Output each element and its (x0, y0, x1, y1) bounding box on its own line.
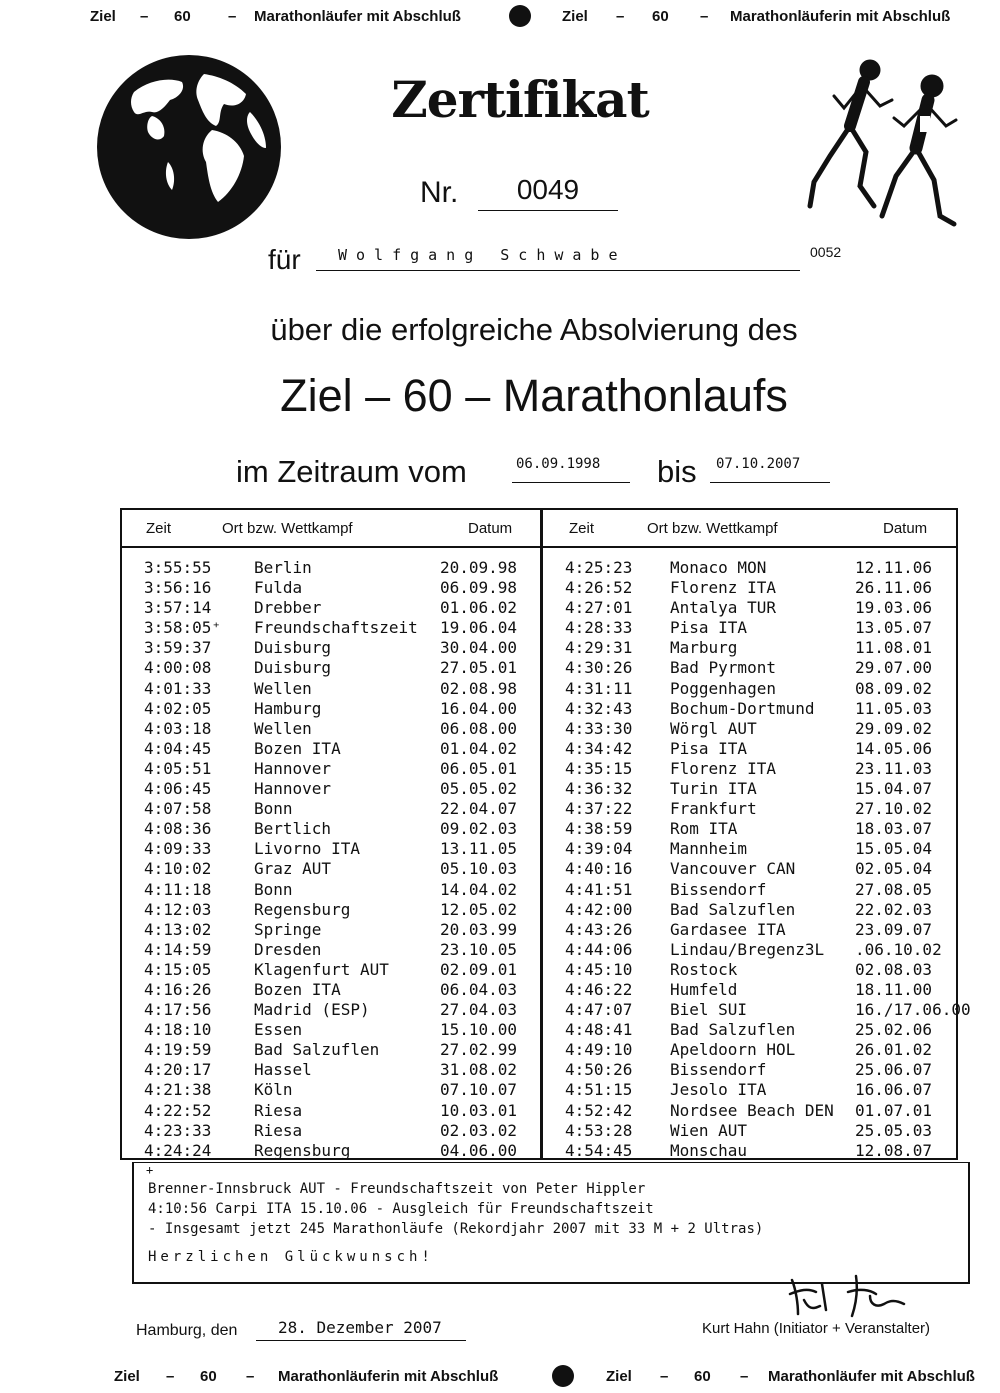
result-date: 23.10.05 (440, 939, 518, 959)
result-time: 4:33:30 (565, 718, 633, 738)
result-date: 06.04.03 (440, 979, 518, 999)
result-date: 25.02.06 (855, 1020, 933, 1040)
result-place: Poggenhagen (670, 678, 776, 698)
result-place: Biel SUI (670, 1000, 748, 1020)
result-place: Berlin (254, 558, 312, 577)
result-time: 4:15:05 (144, 959, 212, 979)
banner-text: Ziel (562, 7, 588, 25)
result-date: 29.09.02 (855, 718, 933, 738)
table-row (122, 699, 540, 719)
banner-text: – (228, 7, 237, 25)
result-date: 06.05.01 (440, 758, 518, 778)
result-time: 4:40:16 (565, 859, 633, 879)
banner-text: 60 (174, 7, 191, 25)
plus-mark: + (146, 1163, 154, 1177)
result-time: 4:09:33 (144, 839, 212, 859)
banner-text: Ziel (90, 7, 116, 25)
result-date: 18.11.00 (855, 979, 933, 999)
result-date: 30.04.00 (440, 638, 518, 658)
result-place: Bozen ITA (254, 979, 341, 999)
result-time: 4:16:26 (144, 979, 212, 999)
result-place: Apeldoorn HOL (670, 1040, 796, 1060)
table-row (543, 578, 961, 598)
result-date: 04.06.00 (440, 1140, 518, 1160)
result-date: 01.04.02 (440, 738, 518, 758)
result-date: 07.10.07 (440, 1080, 518, 1100)
result-time: 4:11:18 (144, 879, 212, 899)
result-time: 4:48:41 (565, 1020, 633, 1040)
result-time: 4:08:36 (144, 819, 212, 839)
result-place: Fulda (254, 578, 303, 598)
table-row (543, 1080, 961, 1100)
result-place: Nordsee Beach DEN (670, 1100, 834, 1120)
table-row (543, 658, 961, 678)
banner-text: – (660, 1367, 669, 1385)
table-row (122, 859, 540, 879)
results-column-left (122, 510, 540, 1158)
banner-text: Marathonläuferin mit Abschluß (730, 7, 951, 25)
result-place: Riesa (254, 1100, 303, 1120)
result-date: 02.03.02 (440, 1120, 518, 1140)
bullet-icon (509, 5, 531, 27)
table-row (122, 920, 540, 940)
top-banner (0, 2, 1000, 30)
result-date: 25.06.07 (855, 1060, 933, 1080)
result-date: 22.02.03 (855, 899, 933, 919)
result-place: Vancouver CAN (670, 859, 796, 879)
result-time: 4:01:33 (144, 678, 212, 698)
result-place: Marburg (670, 638, 738, 658)
result-place: Bochum-Dortmund (670, 698, 815, 718)
result-time: 4:17:56 (144, 1000, 212, 1020)
result-time: 4:00:08 (144, 658, 212, 678)
result-place: Bissendorf (670, 1060, 767, 1080)
table-row (122, 880, 540, 900)
result-date: 15.04.07 (855, 779, 933, 799)
result-place: Madrid (ESP) (254, 1000, 370, 1020)
result-place: Hannover (254, 779, 332, 799)
banner-text: – (740, 1367, 749, 1385)
table-row (543, 980, 961, 1000)
table-row (122, 679, 540, 699)
result-date: 05.10.03 (440, 859, 518, 879)
results-table (120, 508, 971, 1160)
table-row (543, 618, 961, 638)
table-row (122, 1080, 540, 1100)
result-date: 02.05.04 (855, 859, 933, 879)
table-row (122, 739, 540, 759)
header-datum: Datum (468, 520, 513, 537)
result-place: Antalya TUR (670, 598, 776, 618)
result-time: 4:14:59 (144, 939, 212, 959)
recipient-code: 0052 (810, 244, 842, 260)
result-date: 14.05.06 (855, 738, 933, 758)
result-place: Rom ITA (670, 819, 738, 839)
result-place: Bonn (254, 799, 293, 819)
result-place: Wellen (254, 718, 312, 738)
result-place: Bad Salzuflen (670, 899, 796, 919)
result-time: 4:43:26 (565, 919, 633, 939)
result-time: 4:12:03 (144, 899, 212, 919)
table-row (122, 719, 540, 739)
result-date: 02.08.03 (855, 959, 933, 979)
results-rows-left (122, 558, 540, 1161)
result-time: 4:04:45 (144, 738, 212, 758)
result-date: 11.05.03 (855, 698, 933, 718)
table-row (543, 799, 961, 819)
result-time: 4:34:42 (565, 738, 633, 758)
table-row (543, 598, 961, 618)
result-place: Regensburg (254, 899, 351, 919)
table-row (543, 759, 961, 779)
period-to: 07.10.2007 (710, 452, 830, 483)
result-time: 4:30:26 (565, 658, 633, 678)
result-place: Pisa ITA (670, 618, 748, 638)
result-date: 15.05.04 (855, 839, 933, 859)
result-place: Drebber (254, 598, 322, 618)
table-row (543, 558, 961, 578)
result-date: 11.08.01 (855, 638, 933, 658)
result-date: 29.07.00 (855, 658, 933, 678)
table-row (122, 1000, 540, 1020)
result-place: Köln (254, 1080, 293, 1100)
table-row (122, 1101, 540, 1121)
table-row (543, 679, 961, 699)
result-date: 19.06.04 (440, 618, 518, 638)
banner-text: 60 (652, 7, 669, 25)
footer-date: 28. Dezember 2007 (256, 1318, 466, 1341)
result-date: 12.05.02 (440, 899, 518, 919)
note-line: Brenner-Innsbruck AUT - Freundschaftszeit von Peter Hippler (148, 1181, 646, 1197)
table-row (543, 859, 961, 879)
table-row (543, 1020, 961, 1040)
results-rows-right (543, 558, 971, 1161)
result-date: 31.08.02 (440, 1060, 518, 1080)
result-time: 3:57:14 (144, 598, 212, 618)
number-label: Nr. (420, 176, 459, 209)
result-time: 4:24:24 (144, 1140, 212, 1160)
organizer: Kurt Hahn (Initiator + Veranstalter) (702, 1320, 931, 1337)
result-time: 4:54:45 (565, 1140, 633, 1160)
banner-text: Marathonläufer mit Abschluß (254, 7, 461, 25)
result-date: 23.11.03 (855, 758, 933, 778)
table-row (543, 940, 961, 960)
result-date: 20.09.98 (440, 558, 518, 577)
result-place: Riesa (254, 1120, 303, 1140)
certificate-subtitle: über die erfolgreiche Absolvierung des (270, 312, 798, 347)
banner-text: 60 (694, 1367, 711, 1385)
result-place: Duisburg (254, 658, 332, 678)
note-line: 4:10:56 Carpi ITA 15.10.06 - Ausgleich für Freundschaftszeit (148, 1201, 654, 1217)
result-place: Lindau/Bregenz3L (670, 939, 825, 959)
header-ort: Ort bzw. Wettkampf (647, 520, 778, 537)
result-date: 14.04.02 (440, 879, 518, 899)
banner-text: Ziel (606, 1367, 632, 1385)
result-time: 4:42:00 (565, 899, 633, 919)
result-time: 4:07:58 (144, 799, 212, 819)
result-time: 4:13:02 (144, 919, 212, 939)
period-from: 06.09.1998 (512, 452, 630, 483)
certificate-title: Zertifikat (391, 70, 649, 129)
result-date: 16.06.07 (855, 1080, 933, 1100)
table-row (122, 759, 540, 779)
result-date: 12.11.06 (855, 558, 933, 577)
table-row (122, 960, 540, 980)
result-time: 4:26:52 (565, 578, 633, 598)
header-datum: Datum (883, 520, 928, 537)
banner-text: Marathonläufer mit Abschluß (768, 1367, 975, 1385)
result-date: 16.04.00 (440, 698, 518, 718)
table-row (543, 1121, 961, 1141)
header-zeit: Zeit (146, 520, 172, 537)
result-time: 4:44:06 (565, 939, 633, 959)
result-place: Bonn (254, 879, 293, 899)
result-place: Wörgl AUT (670, 718, 757, 738)
result-date: 23.09.07 (855, 919, 933, 939)
result-time: 4:25:23 (565, 558, 633, 577)
table-row (543, 920, 961, 940)
result-date: 27.02.99 (440, 1040, 518, 1060)
footer-place: Hamburg, den (136, 1322, 238, 1339)
recipient-label: für (268, 244, 301, 275)
result-place: Bad Salzuflen (254, 1040, 380, 1060)
certificate-event: Ziel – 60 – Marathonlaufs (280, 370, 788, 421)
result-place: Bertlich (254, 819, 332, 839)
result-place: Livorno ITA (254, 839, 360, 859)
banner-text: Marathonläuferin mit Abschluß (278, 1367, 499, 1385)
result-time: 4:53:28 (565, 1120, 633, 1140)
result-place: Pisa ITA (670, 738, 748, 758)
period-label: im Zeitraum vom (236, 454, 467, 489)
table-row (122, 799, 540, 819)
table-row (543, 819, 961, 839)
result-date: 02.08.98 (440, 678, 518, 698)
table-row (122, 598, 540, 618)
result-place: Bissendorf (670, 879, 767, 899)
result-date: 08.09.02 (855, 678, 933, 698)
period-to-label: bis (657, 454, 697, 489)
note-line: - Insgesamt jetzt 245 Marathonläufe (Rekordjahr 2007 mit 33 M + 2 Ultras) (148, 1221, 764, 1237)
result-place: Humfeld (670, 979, 738, 999)
result-time: 4:41:51 (565, 879, 633, 899)
result-date: 25.05.03 (855, 1120, 933, 1140)
result-date: 01.06.02 (440, 598, 518, 618)
result-time: 4:06:45 (144, 779, 212, 799)
result-date: 13.05.07 (855, 618, 933, 638)
banner-text: – (140, 7, 149, 25)
result-date: 06.08.00 (440, 718, 518, 738)
table-row (543, 1040, 961, 1060)
result-date: .06.10.02 (855, 939, 942, 959)
result-place: Monaco MON (670, 558, 767, 577)
result-place: Jesolo ITA (670, 1080, 767, 1100)
result-time: 4:29:31 (565, 638, 633, 658)
result-place: Monschau (670, 1140, 748, 1160)
result-date: 26.01.02 (855, 1040, 933, 1060)
result-time: 4:27:01 (565, 598, 633, 618)
result-time: 4:20:17 (144, 1060, 212, 1080)
result-place: Graz AUT (254, 859, 332, 879)
result-place: Bad Salzuflen (670, 1020, 796, 1040)
result-place: Dresden (254, 939, 322, 959)
result-time: 4:47:07 (565, 1000, 633, 1020)
result-time: 4:03:18 (144, 718, 212, 738)
table-row (543, 719, 961, 739)
banner-text: Ziel (114, 1367, 140, 1385)
table-row (543, 900, 961, 920)
result-place: Wellen (254, 678, 312, 698)
result-place: Hamburg (254, 698, 322, 718)
result-time: 4:21:38 (144, 1080, 212, 1100)
result-time: 4:18:10 (144, 1020, 212, 1040)
result-time: 3:58:05⁺ (144, 618, 222, 638)
result-place: Essen (254, 1020, 303, 1040)
result-place: Florenz ITA (670, 758, 776, 778)
result-date: 02.09.01 (440, 959, 518, 979)
result-date: 09.02.03 (440, 819, 518, 839)
result-place: Turin ITA (670, 779, 757, 799)
result-date: 27.10.02 (855, 799, 933, 819)
result-time: 4:32:43 (565, 698, 633, 718)
bullet-icon (552, 1365, 574, 1387)
result-place: Regensburg (254, 1140, 351, 1160)
result-place: Bozen ITA (254, 738, 341, 758)
banner-text: 60 (200, 1367, 217, 1385)
banner-text: – (616, 7, 625, 25)
result-time: 3:55:55 (144, 558, 212, 577)
table-row (543, 839, 961, 859)
table-row (122, 819, 540, 839)
table-row (122, 839, 540, 859)
result-place: Duisburg (254, 638, 332, 658)
result-place: Klagenfurt AUT (254, 959, 389, 979)
table-row (122, 940, 540, 960)
table-row (122, 900, 540, 920)
table-row (543, 638, 961, 658)
result-time: 4:22:52 (144, 1100, 212, 1120)
result-time: 4:37:22 (565, 799, 633, 819)
table-row (122, 779, 540, 799)
results-column-right (543, 510, 971, 1160)
result-date: 20.03.99 (440, 919, 518, 939)
runners-illustration (800, 56, 965, 236)
table-row (122, 638, 540, 658)
table-row (543, 779, 961, 799)
table-row (543, 699, 961, 719)
table-row (122, 658, 540, 678)
table-row (543, 880, 961, 900)
result-time: 4:38:59 (565, 819, 633, 839)
table-row (122, 578, 540, 598)
result-date: 27.08.05 (855, 879, 933, 899)
table-row (122, 1040, 540, 1060)
result-place: Gardasee ITA (670, 919, 786, 939)
result-date: 19.03.06 (855, 598, 933, 618)
result-time: 4:35:15 (565, 758, 633, 778)
table-row (122, 618, 540, 638)
result-time: 4:50:26 (565, 1060, 633, 1080)
result-date: 06.09.98 (440, 578, 518, 598)
table-row (122, 1121, 540, 1141)
table-row (122, 558, 540, 578)
table-row (122, 1141, 540, 1161)
result-place: Rostock (670, 959, 738, 979)
result-time: 4:39:04 (565, 839, 633, 859)
table-row (543, 1101, 961, 1121)
table-row (122, 1060, 540, 1080)
result-date: 13.11.05 (440, 839, 518, 859)
result-date: 16./17.06.00 (855, 1000, 971, 1020)
certificate-number: 0049 (478, 174, 618, 211)
banner-text: – (700, 7, 709, 25)
result-place: Florenz ITA (670, 578, 776, 598)
result-date: 12.08.07 (855, 1140, 933, 1160)
result-date: 27.05.01 (440, 658, 518, 678)
notes-box (132, 1162, 970, 1284)
result-time: 4:10:02 (144, 859, 212, 879)
table-row (543, 1141, 961, 1161)
result-time: 4:36:32 (565, 779, 633, 799)
result-time: 4:31:11 (565, 678, 633, 698)
result-date: 15.10.00 (440, 1020, 518, 1040)
banner-text: – (166, 1367, 175, 1385)
table-row (122, 980, 540, 1000)
result-time: 4:28:33 (565, 618, 633, 638)
result-time: 4:23:33 (144, 1120, 212, 1140)
result-time: 4:45:10 (565, 959, 633, 979)
banner-text: – (246, 1367, 255, 1385)
result-place: Freundschaftszeit (254, 618, 418, 638)
result-place: Springe (254, 919, 322, 939)
table-row (122, 1020, 540, 1040)
recipient-name: Wolfgang Schwabe (316, 240, 800, 271)
result-time: 4:49:10 (565, 1040, 633, 1060)
result-time: 4:51:15 (565, 1080, 633, 1100)
result-time: 3:56:16 (144, 578, 212, 598)
result-place: Mannheim (670, 839, 748, 859)
result-place: Hassel (254, 1060, 312, 1080)
result-place: Frankfurt (670, 799, 757, 819)
result-date: 27.04.03 (440, 1000, 518, 1020)
result-date: 26.11.06 (855, 578, 933, 598)
congratulations: Herzlichen Glückwunsch! (148, 1249, 434, 1265)
result-place: Wien AUT (670, 1120, 748, 1140)
header-ort: Ort bzw. Wettkampf (222, 520, 353, 537)
result-date: 05.05.02 (440, 779, 518, 799)
bottom-banner (0, 1362, 1000, 1390)
result-date: 10.03.01 (440, 1100, 518, 1120)
table-row (543, 1060, 961, 1080)
result-date: 18.03.07 (855, 819, 933, 839)
result-date: 01.07.01 (855, 1100, 933, 1120)
table-row (543, 739, 961, 759)
result-time: 4:05:51 (144, 758, 212, 778)
result-date: 22.04.07 (440, 799, 518, 819)
result-place: Bad Pyrmont (670, 658, 776, 678)
result-time: 3:59:37 (144, 638, 212, 658)
result-time: 4:02:05 (144, 698, 212, 718)
result-place: Hannover (254, 758, 332, 778)
result-time: 4:46:22 (565, 979, 633, 999)
signature (786, 1270, 916, 1320)
table-row (543, 1000, 971, 1020)
result-time: 4:52:42 (565, 1100, 633, 1120)
table-row (543, 960, 961, 980)
globe-icon (94, 52, 284, 242)
result-time: 4:19:59 (144, 1040, 212, 1060)
header-zeit: Zeit (569, 520, 595, 537)
